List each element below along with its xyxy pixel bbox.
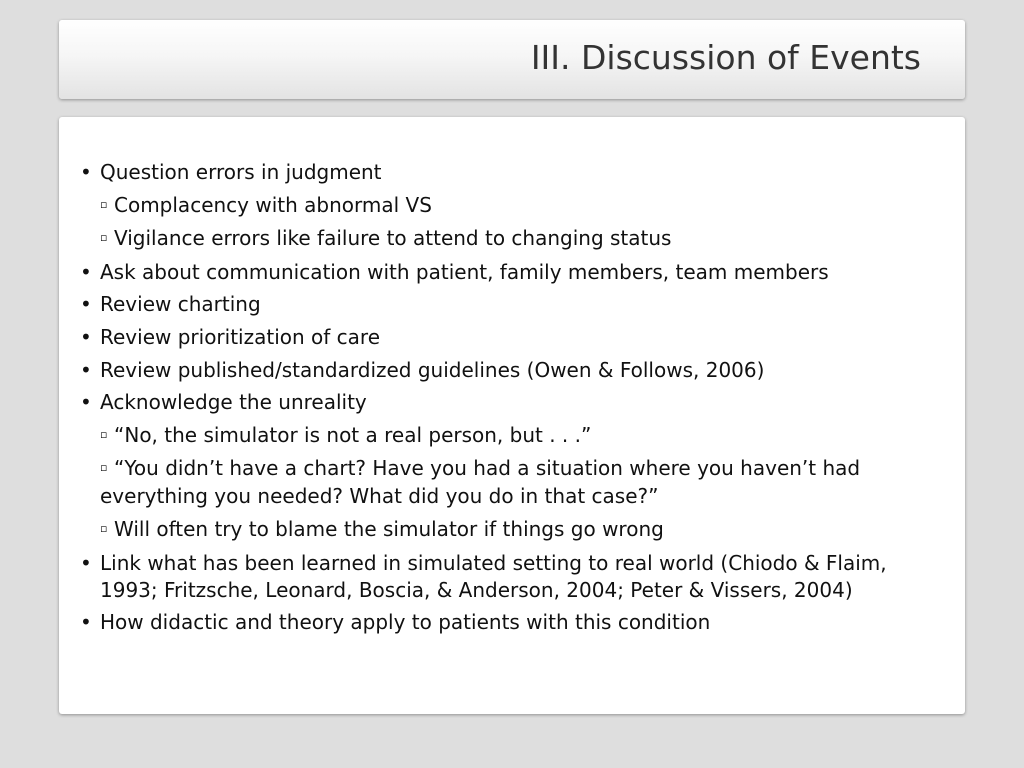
sub-bullet-item bbox=[61, 225, 941, 253]
sub-bullet-text: Vigilance errors like failure to attend to changing status bbox=[114, 226, 672, 251]
bullet-text: Review charting bbox=[100, 292, 261, 317]
sub-bullet-item bbox=[61, 455, 941, 510]
bullet-item bbox=[61, 357, 941, 384]
sub-bullet-text: “No, the simulator is not a real person, but . . .” bbox=[114, 422, 592, 447]
bullet-marker: • bbox=[80, 160, 92, 184]
sub-bullet-marker: ▫ bbox=[100, 231, 108, 245]
bullet-text: Question errors in judgment bbox=[100, 160, 382, 184]
slide-title: III. Discussion of Events bbox=[530, 38, 921, 77]
sub-bullet-item bbox=[61, 516, 941, 544]
bullet-marker: • bbox=[80, 550, 92, 575]
bullet-item bbox=[61, 324, 941, 351]
bullet-marker: • bbox=[80, 357, 92, 382]
bullet-marker: • bbox=[80, 324, 92, 349]
bullet-item bbox=[61, 609, 941, 636]
bullet-text: Acknowledge the unreality bbox=[100, 390, 367, 415]
sub-bullet-text: “You didn’t have a chart? Have you had a situation where you haven’t had everything you needed? What did you do in that case?” bbox=[100, 456, 861, 509]
bullet-text: Review prioritization of care bbox=[100, 324, 380, 349]
bullet-text: Ask about communication with patient, family members, team members bbox=[100, 259, 829, 284]
sub-bullet-marker: ▫ bbox=[100, 521, 108, 535]
slide-title-bar bbox=[59, 20, 965, 99]
bullet-item bbox=[61, 389, 941, 416]
bullet-item bbox=[61, 291, 941, 318]
sub-bullet-text: Will often try to blame the simulator if things go wrong bbox=[114, 516, 664, 541]
sub-bullet-item bbox=[61, 192, 941, 220]
bullet-item bbox=[61, 159, 941, 186]
bullet-marker: • bbox=[80, 390, 92, 415]
bullet-marker: • bbox=[80, 292, 92, 317]
bullet-item bbox=[61, 550, 941, 604]
bullet-marker: • bbox=[80, 259, 92, 284]
sub-bullet-text: Complacency with abnormal VS bbox=[114, 192, 432, 217]
bullet-text: Link what has been learned in simulated setting to real world (Chiodo & Flaim, 1993; Fritzsche, Leonard, Boscia, & Anderson, 2004; Peter & Vissers, 2004) bbox=[100, 550, 887, 602]
bullet-list bbox=[61, 159, 941, 642]
sub-bullet-item bbox=[61, 422, 941, 450]
bullet-marker: • bbox=[80, 610, 92, 635]
slide-content-panel bbox=[59, 117, 965, 714]
bullet-text: How didactic and theory apply to patients with this condition bbox=[100, 610, 711, 635]
bullet-text: Review published/standardized guidelines (Owen & Follows, 2006) bbox=[100, 357, 765, 382]
sub-bullet-marker: ▫ bbox=[100, 461, 108, 475]
sub-bullet-marker: ▫ bbox=[100, 427, 108, 441]
bullet-item bbox=[61, 259, 941, 286]
sub-bullet-marker: ▫ bbox=[100, 197, 108, 211]
